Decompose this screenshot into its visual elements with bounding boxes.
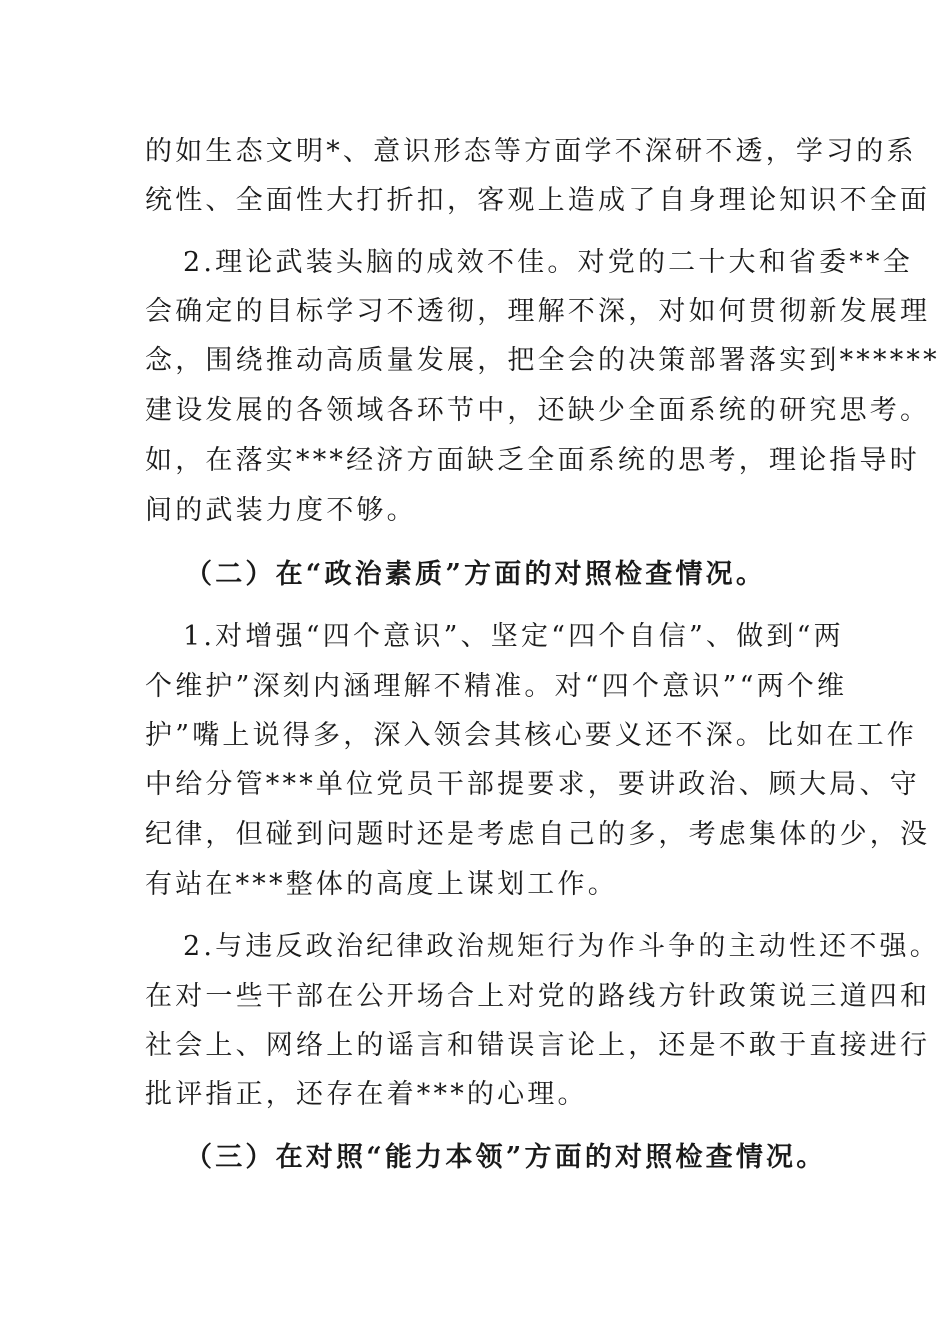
paragraph-3-line-3: 护”嘴上说得多，深入领会其核心要义还不深。比如在工作 [145, 720, 918, 751]
paragraph-2-line-2: 会确定的目标学习不透彻，理解不深，对如何贯彻新发展理 [145, 296, 931, 327]
paragraph-2-line-6: 间的武装力度不够。 [145, 495, 417, 526]
paragraph-2-line-5: 如，在落实***经济方面缺乏全面系统的思考，理论指导时 [145, 445, 920, 476]
paragraph-4-line-3: 社会上、网络上的谣言和错误言论上，还是不敢于直接进行 [145, 1030, 931, 1061]
paragraph-4-line-2: 在对一些干部在公开场合上对党的路线方针政策说三道四和 [145, 981, 931, 1012]
paragraph-3-line-4: 中给分管***单位党员干部提要求，要讲政治、顾大局、守 [145, 769, 920, 800]
paragraph-4-line-4: 批评指正，还存在着***的心理。 [145, 1079, 588, 1110]
section-heading-2: （二）在“政治素质”方面的对照检查情况。 [185, 559, 767, 590]
paragraph-1-line-1: 的如生态文明*、意识形态等方面学不深研不透，学习的系 [145, 136, 917, 167]
paragraph-3-line-2: 个维护”深刻内涵理解不精准。对“四个意识”“两个维 [145, 671, 848, 702]
paragraph-3-line-5: 纪律，但碰到问题时还是考虑自己的多，考虑集体的少，没 [145, 819, 931, 850]
paragraph-2-line-1: 2.理论武装头脑的成效不佳。对党的二十大和省委**全 [183, 247, 913, 278]
paragraph-2-line-3: 念，围绕推动高质量发展，把全会的决策部署落实到****** [145, 345, 940, 376]
paragraph-1-line-2: 统性、全面性大打折扣，客观上造成了自身理论知识不全面 [145, 185, 931, 216]
section-heading-3: （三）在对照“能力本领”方面的对照检查情况。 [185, 1142, 827, 1173]
paragraph-3-line-1: 1.对增强“四个意识”、坚定“四个自信”、做到“两 [183, 621, 844, 652]
paragraph-2-line-4: 建设发展的各领域各环节中，还缺少全面系统的研究思考。 [145, 395, 931, 426]
paragraph-3-line-6: 有站在***整体的高度上谋划工作。 [145, 869, 618, 900]
paragraph-4-line-1: 2.与违反政治纪律政治规矩行为作斗争的主动性还不强。 [183, 931, 940, 962]
